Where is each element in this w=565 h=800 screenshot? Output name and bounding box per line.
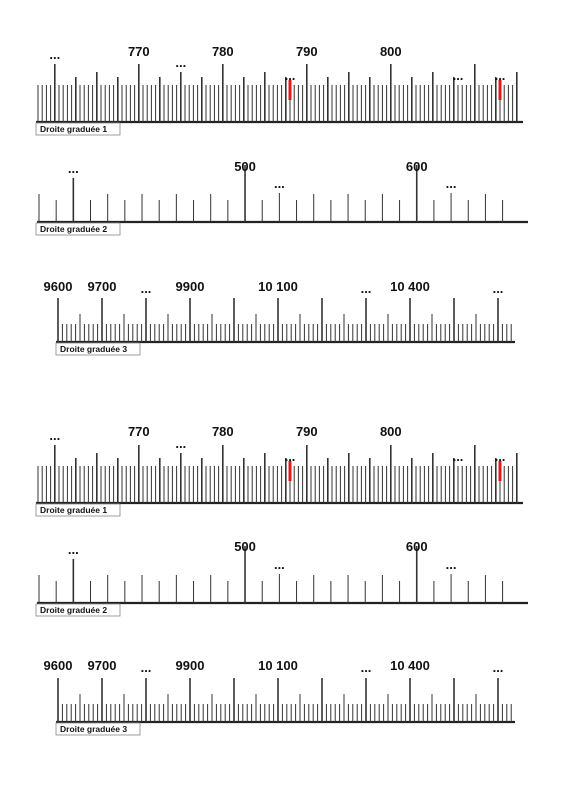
number-line-4 — [36, 424, 523, 516]
missing-value-label: ... — [284, 68, 296, 83]
missing-value-label: ... — [67, 542, 79, 557]
missing-value-label: ... — [284, 449, 296, 464]
caption-label: Droite graduée 2 — [40, 224, 108, 234]
missing-value-label: ... — [140, 660, 152, 675]
number-label: 10 400 — [390, 279, 430, 294]
missing-value-label: ... — [175, 55, 187, 70]
missing-value-label: ... — [494, 449, 506, 464]
number-label: 500 — [234, 159, 256, 174]
missing-value-label: ... — [273, 557, 285, 572]
number-line-2 — [36, 159, 528, 235]
number-label: 500 — [234, 539, 256, 554]
number-line-6 — [44, 658, 515, 735]
missing-value-label: ... — [67, 161, 79, 176]
missing-value-label: ... — [49, 47, 61, 62]
number-label: 9600 — [43, 279, 73, 294]
number-label: 9600 — [43, 658, 73, 673]
caption-label: Droite graduée 1 — [40, 505, 108, 515]
number-label: 10 400 — [390, 658, 430, 673]
missing-value-label: ... — [494, 68, 506, 83]
number-label: 600 — [405, 539, 428, 554]
missing-value-label: ... — [492, 660, 504, 675]
missing-value-label: ... — [492, 281, 504, 296]
number-line-5 — [36, 539, 528, 616]
number-label: 790 — [295, 44, 318, 59]
missing-value-label: ... — [273, 176, 285, 191]
number-label: 9900 — [175, 658, 205, 673]
missing-value-label: ... — [360, 281, 372, 296]
missing-value-label: ... — [452, 449, 464, 464]
number-label: 10 100 — [258, 658, 298, 673]
caption-label: Droite graduée 2 — [40, 605, 108, 615]
caption-label: Droite graduée 3 — [60, 724, 128, 734]
missing-value-label: ... — [452, 68, 464, 83]
number-label: 800 — [379, 44, 402, 59]
number-label: 10 100 — [258, 279, 298, 294]
missing-value-label: ... — [360, 660, 372, 675]
number-label: 770 — [127, 424, 150, 439]
missing-value-label: ... — [140, 281, 152, 296]
caption-label: Droite graduée 1 — [40, 124, 108, 134]
number-label: 780 — [211, 44, 234, 59]
number-label: 9700 — [87, 658, 117, 673]
caption-label: Droite graduée 3 — [60, 344, 128, 354]
missing-value-label: ... — [445, 176, 457, 191]
missing-value-label: ... — [175, 436, 187, 451]
number-label: 600 — [405, 159, 428, 174]
number-label: 780 — [211, 424, 234, 439]
number-label: 800 — [379, 424, 402, 439]
missing-value-label: ... — [49, 428, 61, 443]
number-label: 9900 — [175, 279, 205, 294]
number-line-3 — [44, 279, 515, 355]
number-line-1 — [36, 44, 523, 135]
number-label: 790 — [295, 424, 318, 439]
number-label: 9700 — [87, 279, 117, 294]
number-label: 770 — [127, 44, 150, 59]
missing-value-label: ... — [445, 557, 457, 572]
